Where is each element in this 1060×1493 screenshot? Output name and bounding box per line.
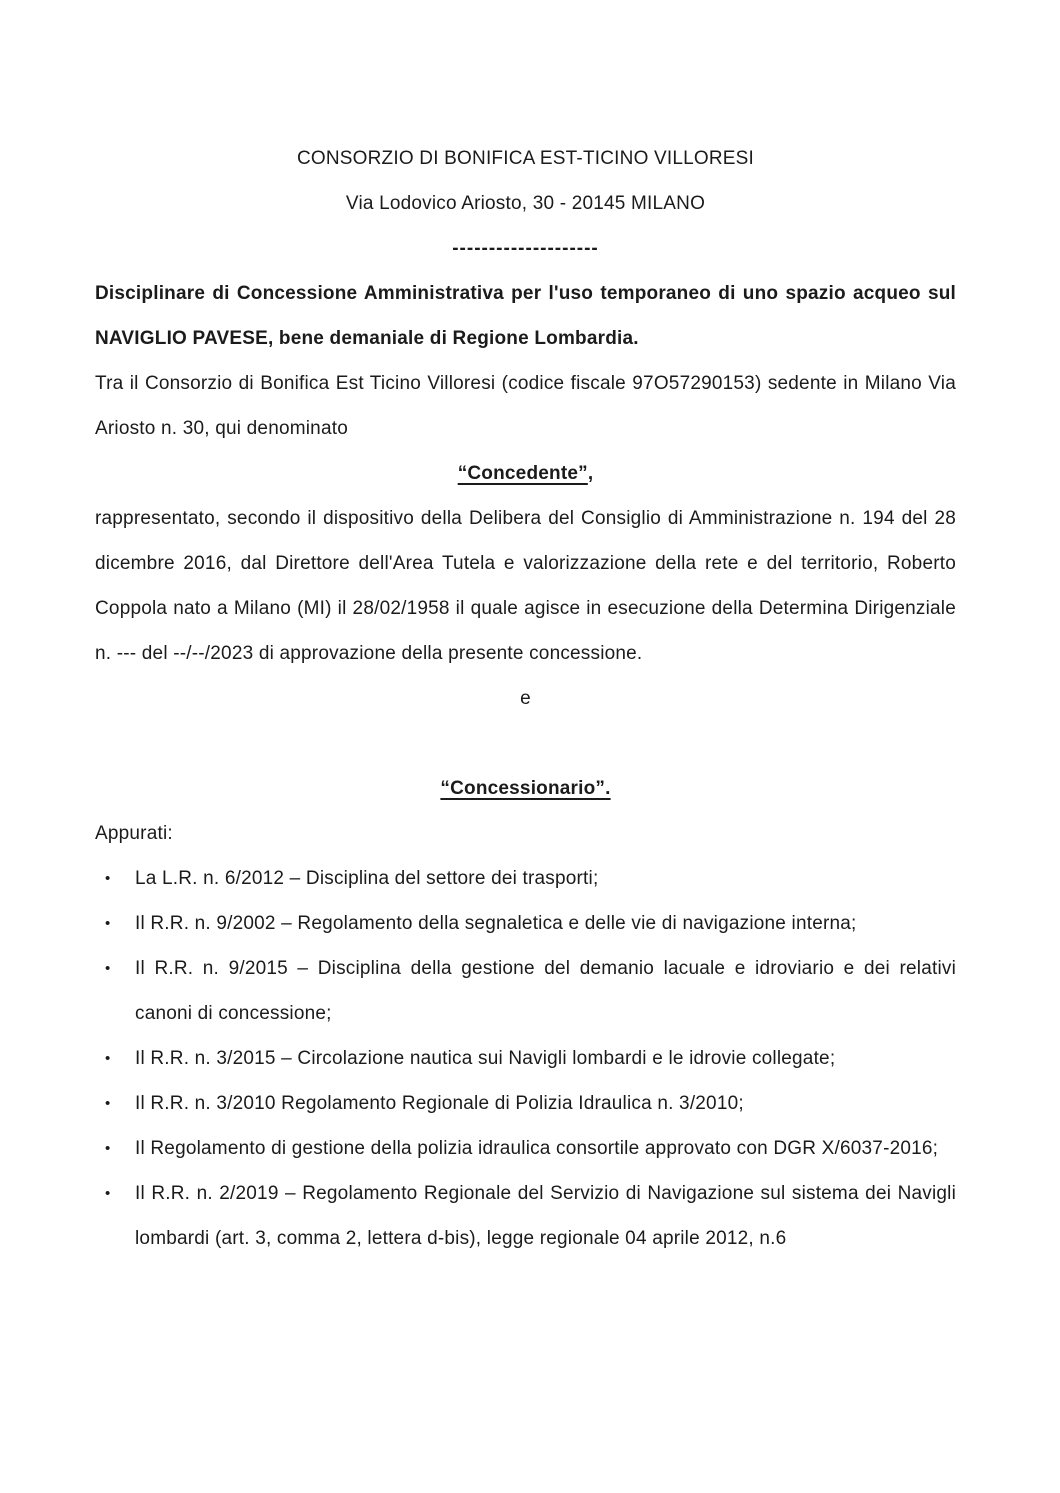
document-title-paragraph: Disciplinare di Concessione Amministrativa per l'uso temporaneo di uno spazio acqueo sul NAVIGLIO PAVESE, bene demaniale di Regione Lombardia. [95,283,956,349]
representative-paragraph: rappresentato, secondo il dispositivo della Delibera del Consiglio di Amministrazione n. 194 del 28 dicembre 2016, dal Direttore dell'Area Tutela e valorizzazione della rete e del territorio, Roberto Coppola nato a Milano (MI) il 28/02/1958 il quale agisce in esecuzione della Determina Dirigenziale n. --- del --/--/2023 di approvazione della presente concessione. [95,508,956,664]
list-item [95,901,956,946]
list-item-text: Il R.R. n. 9/2015 – Disciplina della gestione del demanio lacuale e idroviario e dei relativi canoni di concessione; [135,958,956,1024]
list-item [95,856,956,901]
bullet-icon: • [105,960,111,977]
list-item-text: La L.R. n. 6/2012 – Disciplina del settore dei trasporti; [135,868,599,889]
bullet-icon: • [105,870,111,887]
list-item-text: Il R.R. n. 2/2019 – Regolamento Regionale del Servizio di Navigazione sul sistema dei Navigli lombardi (art. 3, comma 2, lettera d-bis), legge regionale 04 aprile 2012, n.6 [135,1183,956,1249]
list-item [95,1036,956,1081]
conjunction-e: e [520,688,531,709]
list-item-text: Il R.R. n. 9/2002 – Regolamento della segnaletica e delle vie di navigazione interna; [135,913,857,934]
list-item [95,1126,956,1171]
concedente-suffix: , [587,463,594,484]
bullet-icon: • [105,1095,111,1112]
list-item [95,946,956,1036]
separator-dashes: -------------------- [452,238,599,259]
concedente-label: “Concedente” [457,463,588,484]
intro-paragraph: Tra il Consorzio di Bonifica Est Ticino Villoresi (codice fiscale 97O57290153) sedente in Milano Via Ariosto n. 30, qui denominato [95,373,956,439]
org-address: Via Lodovico Ariosto, 30 - 20145 MILANO [345,193,706,214]
concessionario-heading [95,766,956,811]
concedente-heading [95,451,956,496]
concessionario-label: “Concessionario”. [440,778,611,799]
list-item-text: Il R.R. n. 3/2010 Regolamento Regionale di Polizia Idraulica n. 3/2010; [135,1093,744,1114]
bullet-icon: • [105,915,111,932]
list-item-text: Il R.R. n. 3/2015 – Circolazione nautica sui Navigli lombardi e le idrovie collegate; [135,1048,836,1069]
list-item [95,1081,956,1126]
list-item [95,1171,956,1261]
bullet-icon: • [105,1140,111,1157]
bullet-icon: • [105,1050,111,1067]
legal-references-list [95,856,956,1261]
bullet-icon: • [105,1185,111,1202]
appurati-label: Appurati: [95,823,173,844]
list-item-text: Il Regolamento di gestione della polizia idraulica consortile approvato con DGR X/6037-2016; [135,1138,939,1159]
org-name: CONSORZIO DI BONIFICA EST-TICINO VILLORESI [296,148,755,169]
